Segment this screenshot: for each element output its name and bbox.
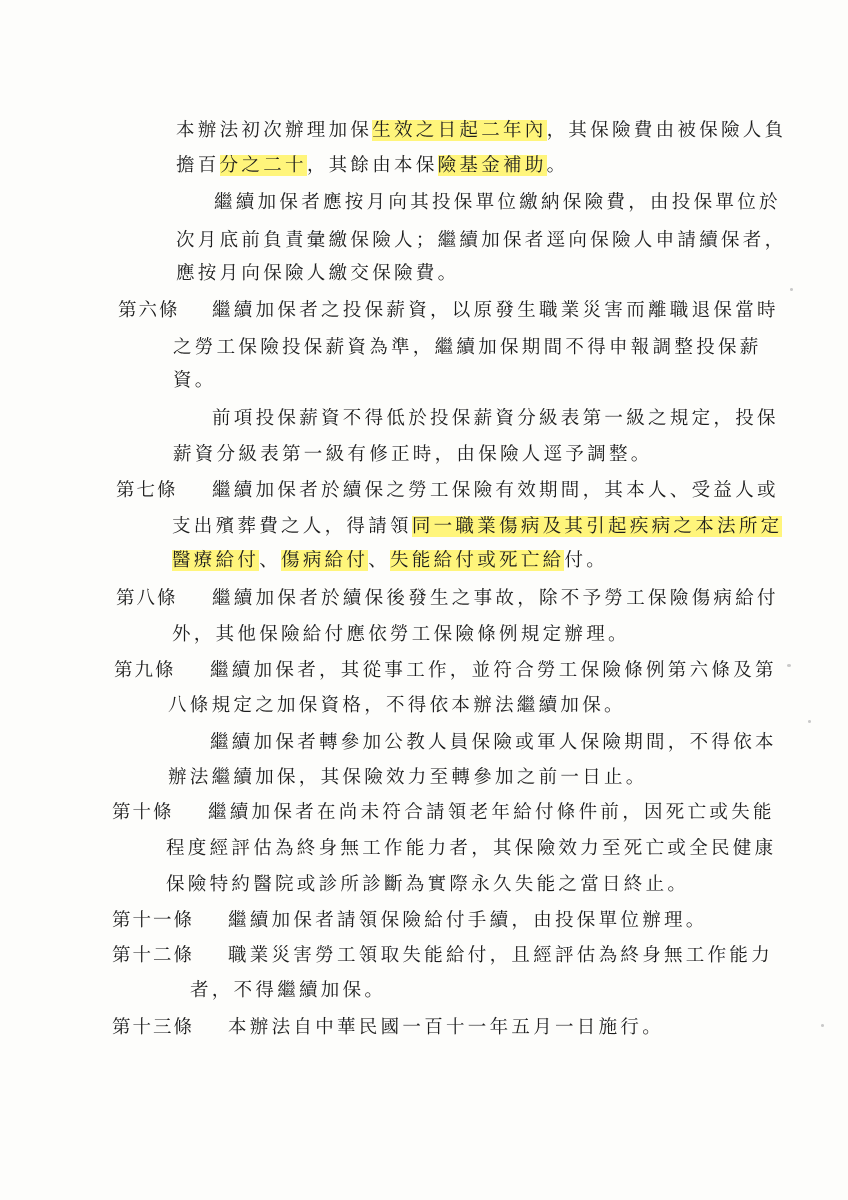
text-segment: 、 bbox=[259, 550, 282, 571]
text-segment: 。 bbox=[546, 155, 569, 176]
text-line bbox=[168, 695, 626, 717]
text-segment: 八條規定之加保資格，不得依本辦法繼續加保。 bbox=[168, 695, 626, 716]
text-line bbox=[190, 980, 386, 1002]
article-label: 第十條 bbox=[112, 802, 174, 823]
article-label: 第六條 bbox=[118, 300, 180, 321]
text-line bbox=[172, 550, 608, 572]
highlighted-text: 分之二十 bbox=[219, 155, 307, 176]
text-segment: 保險特約醫院或診所診斷為實際永久失能之當日終止。 bbox=[166, 874, 690, 895]
text-line bbox=[173, 444, 653, 466]
highlighted-text: 失能給付或死亡給 bbox=[390, 550, 565, 571]
text-line bbox=[228, 910, 708, 932]
text-line bbox=[228, 945, 773, 967]
text-line bbox=[173, 370, 217, 392]
text-segment: 薪資分級表第一級有修正時，由保險人逕予調整。 bbox=[173, 444, 653, 465]
text-segment: 繼續加保者應按月向其投保單位繳納保險費，由投保單位於 bbox=[214, 192, 781, 213]
article-label: 第七條 bbox=[116, 480, 178, 501]
text-segment: 支出殯葬費之人，得請領 bbox=[172, 516, 412, 537]
text-segment: 本辦法初次辦理加保 bbox=[176, 120, 373, 141]
article-label: 第十一條 bbox=[112, 910, 195, 931]
text-segment: ，其保險費由被保險人負 bbox=[546, 120, 787, 141]
text-segment: 應按月向保險人繳交保險費。 bbox=[176, 263, 460, 284]
scan-speck bbox=[821, 1024, 824, 1027]
highlighted-text: 傷病給付 bbox=[281, 550, 369, 571]
text-segment: 繼續加保者之投保薪資，以原發生職業災害而離職退保當時 bbox=[212, 300, 779, 321]
text-line bbox=[176, 120, 786, 142]
text-line bbox=[166, 874, 689, 896]
text-segment: 繼續加保者於續保後發生之事故，除不予勞工保險傷病給付 bbox=[212, 588, 779, 609]
text-line bbox=[172, 624, 630, 646]
text-line bbox=[214, 192, 781, 214]
highlighted-text: 同一職業傷病及其引起疾病之本法所定 bbox=[411, 516, 783, 537]
text-segment: 前項投保薪資不得低於投保薪資分級表第一級之規定，投保 bbox=[212, 408, 779, 429]
article-label: 第八條 bbox=[116, 588, 178, 609]
highlighted-text: 醫療給付 bbox=[172, 550, 260, 571]
text-segment: 資。 bbox=[173, 370, 217, 391]
highlighted-text: 險基金補助 bbox=[437, 155, 547, 176]
text-line bbox=[212, 300, 779, 322]
text-segment: 、 bbox=[368, 550, 391, 571]
article-label: 第十三條 bbox=[112, 1017, 195, 1038]
scan-speck bbox=[787, 664, 791, 667]
text-segment: 繼續加保者，其從事工作，並符合勞工保險條例第六條及第 bbox=[210, 660, 777, 681]
article-label: 第十二條 bbox=[112, 945, 195, 966]
text-line bbox=[228, 1017, 664, 1039]
text-segment: 者，不得繼續加保。 bbox=[190, 980, 387, 1001]
text-segment: 繼續加保者在尚未符合請領老年給付條件前，因死亡或失能 bbox=[208, 802, 775, 823]
text-line bbox=[212, 588, 779, 610]
text-segment: 繼續加保者請領保險給付手續，由投保單位辦理。 bbox=[228, 910, 708, 931]
text-line bbox=[210, 732, 777, 754]
text-line bbox=[173, 337, 762, 359]
text-segment: 繼續加保者轉參加公教人員保險或軍人保險期間，不得依本 bbox=[210, 732, 777, 753]
text-line bbox=[176, 263, 459, 285]
text-segment: 付。 bbox=[564, 550, 609, 571]
text-line bbox=[168, 767, 648, 789]
highlighted-text: 生效之日起二年內 bbox=[372, 120, 547, 141]
text-line bbox=[176, 155, 568, 177]
text-line bbox=[212, 408, 779, 430]
text-segment: ，其餘由本保 bbox=[306, 155, 438, 176]
text-segment: 程度經評估為終身無工作能力者，其保險效力至死亡或全民健康 bbox=[166, 838, 777, 859]
text-line bbox=[166, 838, 776, 860]
text-line bbox=[172, 516, 782, 538]
text-segment: 擔百 bbox=[176, 155, 220, 176]
article-label: 第九條 bbox=[114, 660, 176, 681]
text-segment: 職業災害勞工領取失能給付，且經評估為終身無工作能力 bbox=[228, 945, 774, 966]
text-line bbox=[208, 802, 775, 824]
text-segment: 繼續加保者於續保之勞工保險有效期間，其本人、受益人或 bbox=[212, 480, 779, 501]
text-line bbox=[210, 660, 777, 682]
text-segment: 之勞工保險投保薪資為準，繼續加保期間不得申報調整投保薪 bbox=[173, 337, 762, 358]
scan-speck bbox=[790, 288, 793, 291]
text-segment: 辦法繼續加保，其保險效力至轉參加之前一日止。 bbox=[168, 767, 648, 788]
text-line bbox=[212, 480, 779, 502]
text-segment: 次月底前負責彙繳保險人；繼續加保者逕向保險人申請續保者， bbox=[176, 230, 787, 251]
scan-speck bbox=[808, 720, 811, 723]
text-line bbox=[176, 230, 786, 252]
text-segment: 外，其他保險給付應依勞工保險條例規定辦理。 bbox=[172, 624, 630, 645]
text-segment: 本辦法自中華民國一百十一年五月一日施行。 bbox=[228, 1017, 665, 1038]
